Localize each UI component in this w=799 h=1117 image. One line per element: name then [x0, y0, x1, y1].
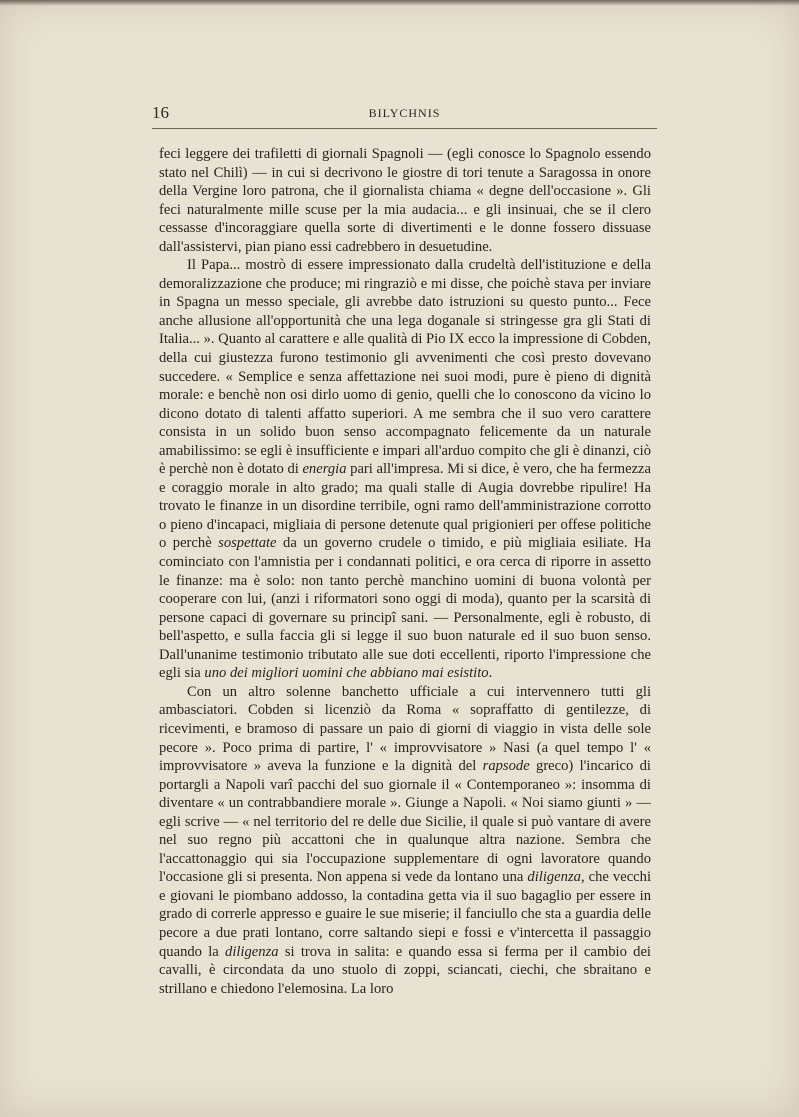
italic-run: sospettate [218, 535, 277, 552]
page-number: 16 [152, 103, 169, 122]
text-run: . [488, 665, 493, 682]
italic-run: rapsode [482, 758, 530, 775]
text-run: feci leggere dei trafiletti di giornali Spagnoli — (egli conosce lo Spagnolo essendo stato nel Chilì) — in cui si decrivono le giostre di tori tenute a Saragossa in onore della Vergine loro patrona, che il giornalista chiama « degne dell'occasione ». Gli feci naturalmente mille scuse per la mia audacia... e gli insinuai, che se il clero cessasse d'incoraggiare quella sorte di divertimenti e le donne fossero dissuase dall'assistervi, pian piano essi cadrebbero in desuetudine. [159, 146, 651, 255]
italic-run: uno dei migliori uomini che abbiano mai esistito [204, 665, 489, 682]
text-run: Con un altro solenne banchetto ufficiale a cui intervennero tutti gli ambasciatori. Cobden si licenziò da Roma « sopraffatto di gentilezze, di ricevimenti, e bramoso di passare un paio di giorni di viaggio in vista delle sole pecore ». Poco prima di partire, l' « improvvisatore » Nasi (a quel tempo l' « improvvisatore » aveva la funzione e la dignità del [159, 683, 651, 775]
italic-run: diligenza [527, 869, 581, 886]
running-title: BILYCHNIS [368, 106, 441, 120]
text-run: pari all'impresa. Mi si dice, è vero, che ha fermezza e coraggio morale in alto grado; ma quali stalle di Augia dovrebbe ripulire! Ha trovato le finanze in un disordine terribile, ogni ramo dell'amministrazione corrotto o pieno d'incapaci, migliaia di persone detenute qual prigionieri per offese politiche o perchè [159, 461, 651, 552]
paragraph-1 [159, 145, 651, 256]
body-text [159, 145, 651, 998]
text-run: Il Papa... mostrò di essere impressionato dalla crudeltà dell'istituzione e della demoralizzazione che produce; mi ringraziò e mi disse, che poichè stava per inviare in Spagna un messo speciale, gli avrebbe dato istruzioni su questo punto... Fece anche allusione all'opportunità che una lega doganale si stringesse gra gli Stati di Italia... ». Quanto al carattere e alle qualità di Pio IX ecco la impressione di Cobden, della cui giustezza furono testimonio gli avvenimenti che così presto dovevano succedere. « Semplice e senza affettazione nei suoi modi, pure è pieno di dignità morale: e benchè non osi dirlo uomo di genio, quelli che lo conoscono da vicino lo dicono dotato di talenti affatto superiori. A me sembra che il suo vero carattere consista in un solido buon senso accompagnato felicemente da un naturale amabilissimo: se egli è insufficiente e impari all'arduo compito che gli è dinanzi, ciò è perchè non è dotato di [159, 257, 651, 478]
italic-run: energia [302, 461, 347, 478]
paragraph-2 [159, 256, 651, 683]
page-header [152, 103, 657, 129]
italic-run: diligenza [225, 943, 279, 960]
text-run: si trova in salita: e quando essa si ferma per il cambio dei cavalli, è circondata da uno stuolo di zoppi, sciancati, ciechi, che sbraitano e strillano e chiedono l'elemosina. La loro [159, 943, 651, 997]
header-rule [152, 128, 657, 129]
text-run: da un governo crudele o timido, e più migliaia esiliate. Ha cominciato con l'amnistia per i condannati politici, e ora cerca di riporre in assetto le finanze: ma è solo: non tanto perchè manchino uomini di buona volontà per cooperare con lui, (anzi i riformatori sono oggi di moda), quanto per la scarsità di persone capaci di governare su principî sani. — Personalmente, egli è robusto, di bell'aspetto, e sulla faccia gli si legge il suo buon naturale ed il suo buon senso. Dall'unanime testimonio tributato alle sue doti eccellenti, riporto l'impressione che egli sia [159, 535, 651, 682]
text-run: , che vecchi e giovani le piombano addosso, la contadina getta via il suo bagaglio per essere in grado di correrle appresso e guaire le sue miserie; il fanciullo che sta a guardia delle pecore a due prati lontano, corre saltando siepi e fossi e v'intercetta il passaggio quando la [159, 869, 651, 960]
text-run: greco) l'incarico di portargli a Napoli varî pacchi del suo giornale il « Contemporaneo »: insomma di diventare « un contrabbandiere morale ». Giunge a Napoli. « Noi siamo giunti » — egli scrive — « nel territorio del re delle due Sicilie, il quale si può vantare di avere nel suo regno più accattoni che in qualunque altra nazione. Sembra che l'accattonaggio qui sia l'occupazione supplementare di ogni lavoratore quando l'occasione gli si presenta. Non appena si vede da lontano una [159, 758, 651, 886]
paragraph-3 [159, 683, 651, 998]
